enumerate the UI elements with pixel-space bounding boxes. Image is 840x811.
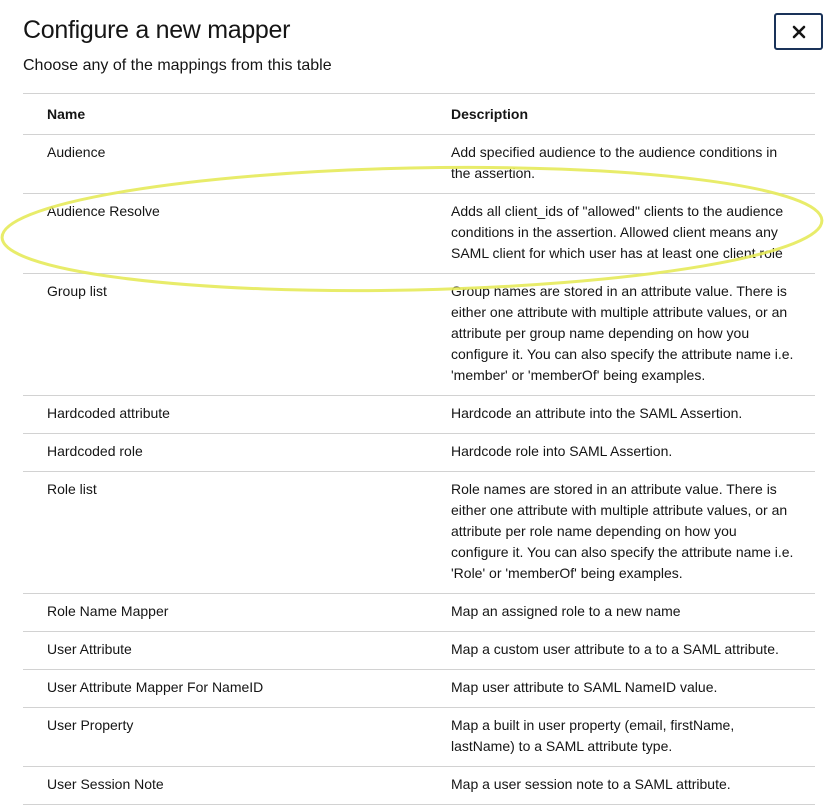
table-header-row	[23, 94, 815, 135]
mapper-description-cell: Add specified audience to the audience conditions in the assertion.	[427, 135, 815, 194]
mappings-table	[23, 93, 815, 805]
mapper-description-cell: Group names are stored in an attribute value. There is either one attribute with multiple attribute values, or an attribute per group name depending on how you configure it. You can also specify the attribute name i.e. 'member' or 'memberOf' being examples.	[427, 274, 815, 396]
mapper-name-cell[interactable]: User Session Note	[23, 767, 427, 805]
mapper-name-cell[interactable]: User Attribute	[23, 632, 427, 670]
table-row[interactable]	[23, 632, 815, 670]
close-button[interactable]	[774, 13, 823, 50]
table-row[interactable]	[23, 274, 815, 396]
column-header-description: Description	[427, 94, 815, 135]
table-row[interactable]	[23, 594, 815, 632]
mapper-name-cell[interactable]: Hardcoded attribute	[23, 396, 427, 434]
table-row[interactable]	[23, 708, 815, 767]
mapper-name-cell[interactable]: Audience	[23, 135, 427, 194]
mapper-name-cell[interactable]: Role list	[23, 472, 427, 594]
mapper-name-cell[interactable]: Audience Resolve	[23, 194, 427, 274]
mapper-name-cell[interactable]: Role Name Mapper	[23, 594, 427, 632]
table-row[interactable]	[23, 396, 815, 434]
table-row[interactable]	[23, 434, 815, 472]
modal-subtitle: Choose any of the mappings from this table	[23, 57, 332, 74]
table-row[interactable]	[23, 472, 815, 594]
close-icon	[792, 25, 806, 39]
mapper-description-cell: Role names are stored in an attribute value. There is either one attribute with multiple attribute values, or an attribute per role name depending on how you configure it. You can also specify the attribute name i.e. 'Role' or 'memberOf' being examples.	[427, 472, 815, 594]
table-row[interactable]	[23, 670, 815, 708]
table-row[interactable]	[23, 194, 815, 274]
mapper-description-cell: Map a built in user property (email, firstName, lastName) to a SAML attribute type.	[427, 708, 815, 767]
mapper-description-cell: Adds all client_ids of "allowed" clients to the audience conditions in the assertion. Allowed client means any SAML client for which user has at least one client role	[427, 194, 815, 274]
mappings-table-container	[23, 93, 815, 805]
mapper-description-cell: Map user attribute to SAML NameID value.	[427, 670, 815, 708]
mapper-name-cell[interactable]: Hardcoded role	[23, 434, 427, 472]
mapper-description-cell: Map an assigned role to a new name	[427, 594, 815, 632]
mapper-description-cell: Hardcode role into SAML Assertion.	[427, 434, 815, 472]
table-row[interactable]	[23, 135, 815, 194]
mapper-name-cell[interactable]: User Property	[23, 708, 427, 767]
table-row[interactable]	[23, 767, 815, 805]
modal-title: Configure a new mapper	[23, 16, 291, 44]
mapper-description-cell: Hardcode an attribute into the SAML Assertion.	[427, 396, 815, 434]
mapper-description-cell: Map a custom user attribute to a to a SAML attribute.	[427, 632, 815, 670]
mapper-name-cell[interactable]: User Attribute Mapper For NameID	[23, 670, 427, 708]
mapper-description-cell: Map a user session note to a SAML attribute.	[427, 767, 815, 805]
mapper-name-cell[interactable]: Group list	[23, 274, 427, 396]
column-header-name: Name	[23, 94, 427, 135]
